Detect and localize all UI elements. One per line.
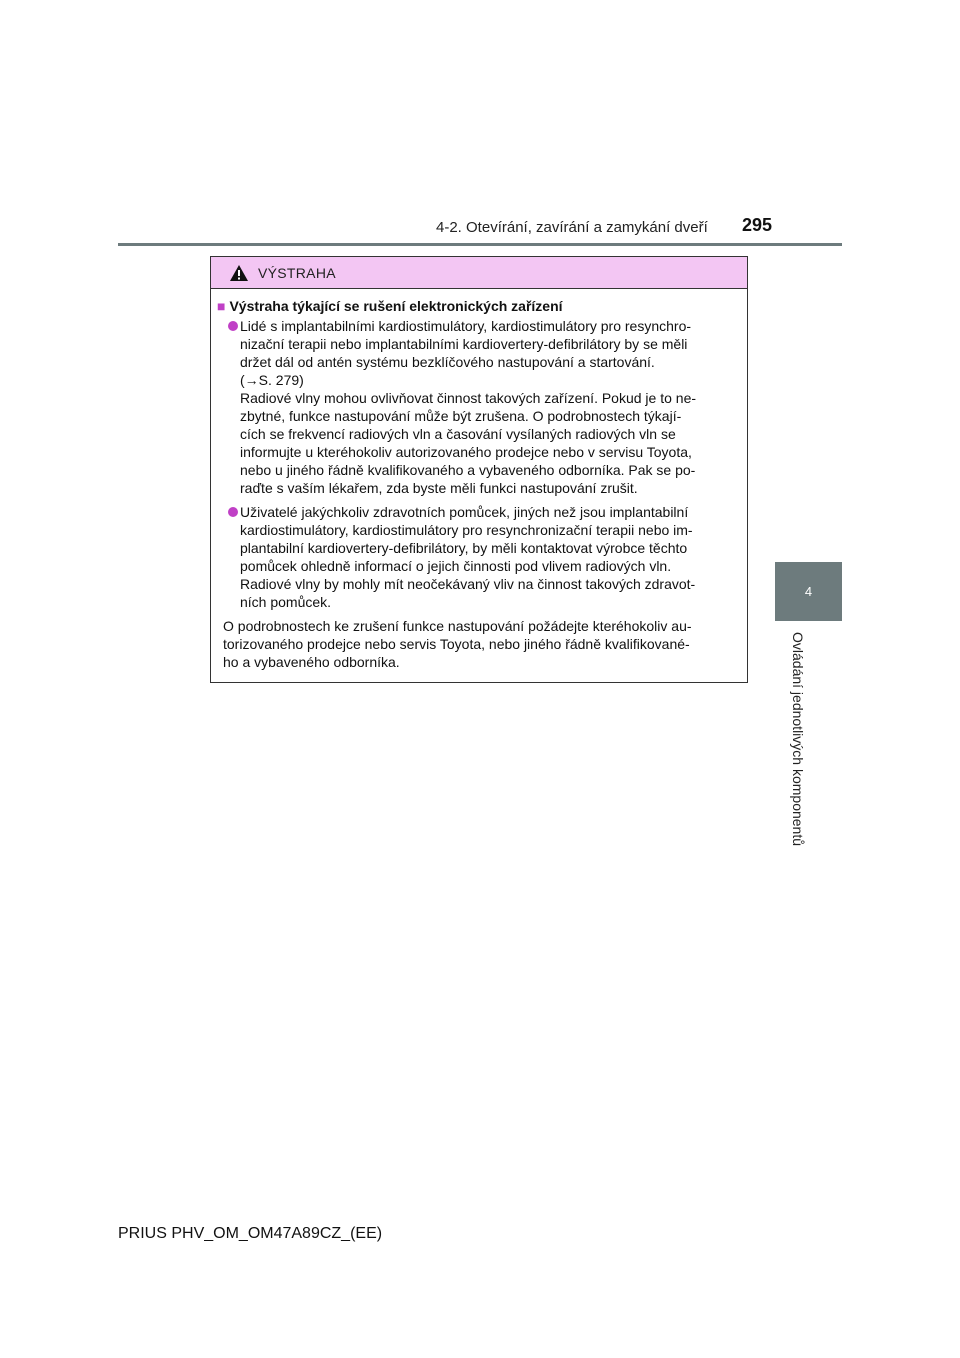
footer-document-id: PRIUS PHV_OM_OM47A89CZ_(EE) <box>118 1225 383 1242</box>
chapter-tab <box>775 562 842 621</box>
warning-triangle-icon <box>229 264 249 282</box>
text-line: ho a vybaveného odborníka. <box>223 654 400 670</box>
bullet-dot-icon <box>228 321 238 331</box>
text-line: Uživatelé jakýchkoliv zdravotních pomůcek, jiných než jsou implantabilní <box>240 504 689 520</box>
warning-title: VÝSTRAHA <box>258 264 336 281</box>
text-line: ních pomůcek. <box>240 594 332 610</box>
warning-box <box>210 256 748 683</box>
bullet-1-text <box>240 317 741 497</box>
header-rule <box>118 243 842 246</box>
text-line: torizovaného prodejce nebo servis Toyota, nebo jiného řádně kvalifikované- <box>223 636 690 652</box>
text-line: Radiové vlny mohou ovlivňovat činnost takových zařízení. Pokud je to ne- <box>240 390 697 406</box>
text-line: Radiové vlny by mohly mít neočekávaný vliv na činnost takových zdravot- <box>240 576 696 592</box>
text-line: plantabilní kardiovertery-defibrilátory, by měli kontaktovat výrobce těchto <box>240 540 688 556</box>
section-heading <box>217 297 741 315</box>
text-line: nebo u jiného řádně kvalifikovaného a vybaveného odborníka. Pak se po- <box>240 462 696 478</box>
square-bullet-icon: ■ <box>217 298 226 314</box>
chapter-title-vertical: Ovládání jednotlivých komponentů <box>790 632 806 847</box>
text-line: cích se frekvencí radiových vln a časování vysílaných radiových vln se <box>240 426 676 442</box>
text-line: držet dál od antén systému bezklíčového nastupování a startování. <box>240 354 655 370</box>
text-line: Lidé s implantabilními kardiostimulátory, kardiostimulátory pro resynchro- <box>240 318 692 334</box>
text-line: zbytné, funkce nastupování může být zrušena. O podrobnostech týkají- <box>240 408 682 424</box>
text-line: nizační terapii nebo implantabilními kardiovertery-defibrilátory by se měli <box>240 336 688 352</box>
warning-body <box>211 289 747 671</box>
text-line: kardiostimulátory, kardiostimulátory pro resynchronizační terapii nebo im- <box>240 522 693 538</box>
bullet-dot-icon <box>228 507 238 517</box>
text-line: O podrobnostech ke zrušení funkce nastupování požádejte kteréhokoliv au- <box>223 618 692 634</box>
cross-reference: (→S. 279) <box>240 372 304 388</box>
warning-header <box>211 257 747 289</box>
text-line: pomůcek ohledně informací o jejich činnosti pod vlivem radiových vln. <box>240 558 672 574</box>
page-number: 295 <box>742 215 773 235</box>
text-line: informujte u kteréhokoliv autorizovaného prodejce nebo v servisu Toyota, <box>240 444 692 460</box>
running-header-section: 4-2. Otevírání, zavírání a zamykání dveří <box>436 219 708 236</box>
chapter-number: 4 <box>804 584 813 599</box>
text-line: raďte s vaším lékařem, zda byste měli funkci nastupování zrušit. <box>240 480 638 496</box>
closing-paragraph <box>217 617 741 671</box>
bullet-2-text <box>240 503 741 611</box>
section-heading-text: Výstraha týkající se rušení elektronických zařízení <box>229 298 563 314</box>
bullet-item-2 <box>217 503 741 611</box>
bullet-item-1 <box>217 317 741 497</box>
